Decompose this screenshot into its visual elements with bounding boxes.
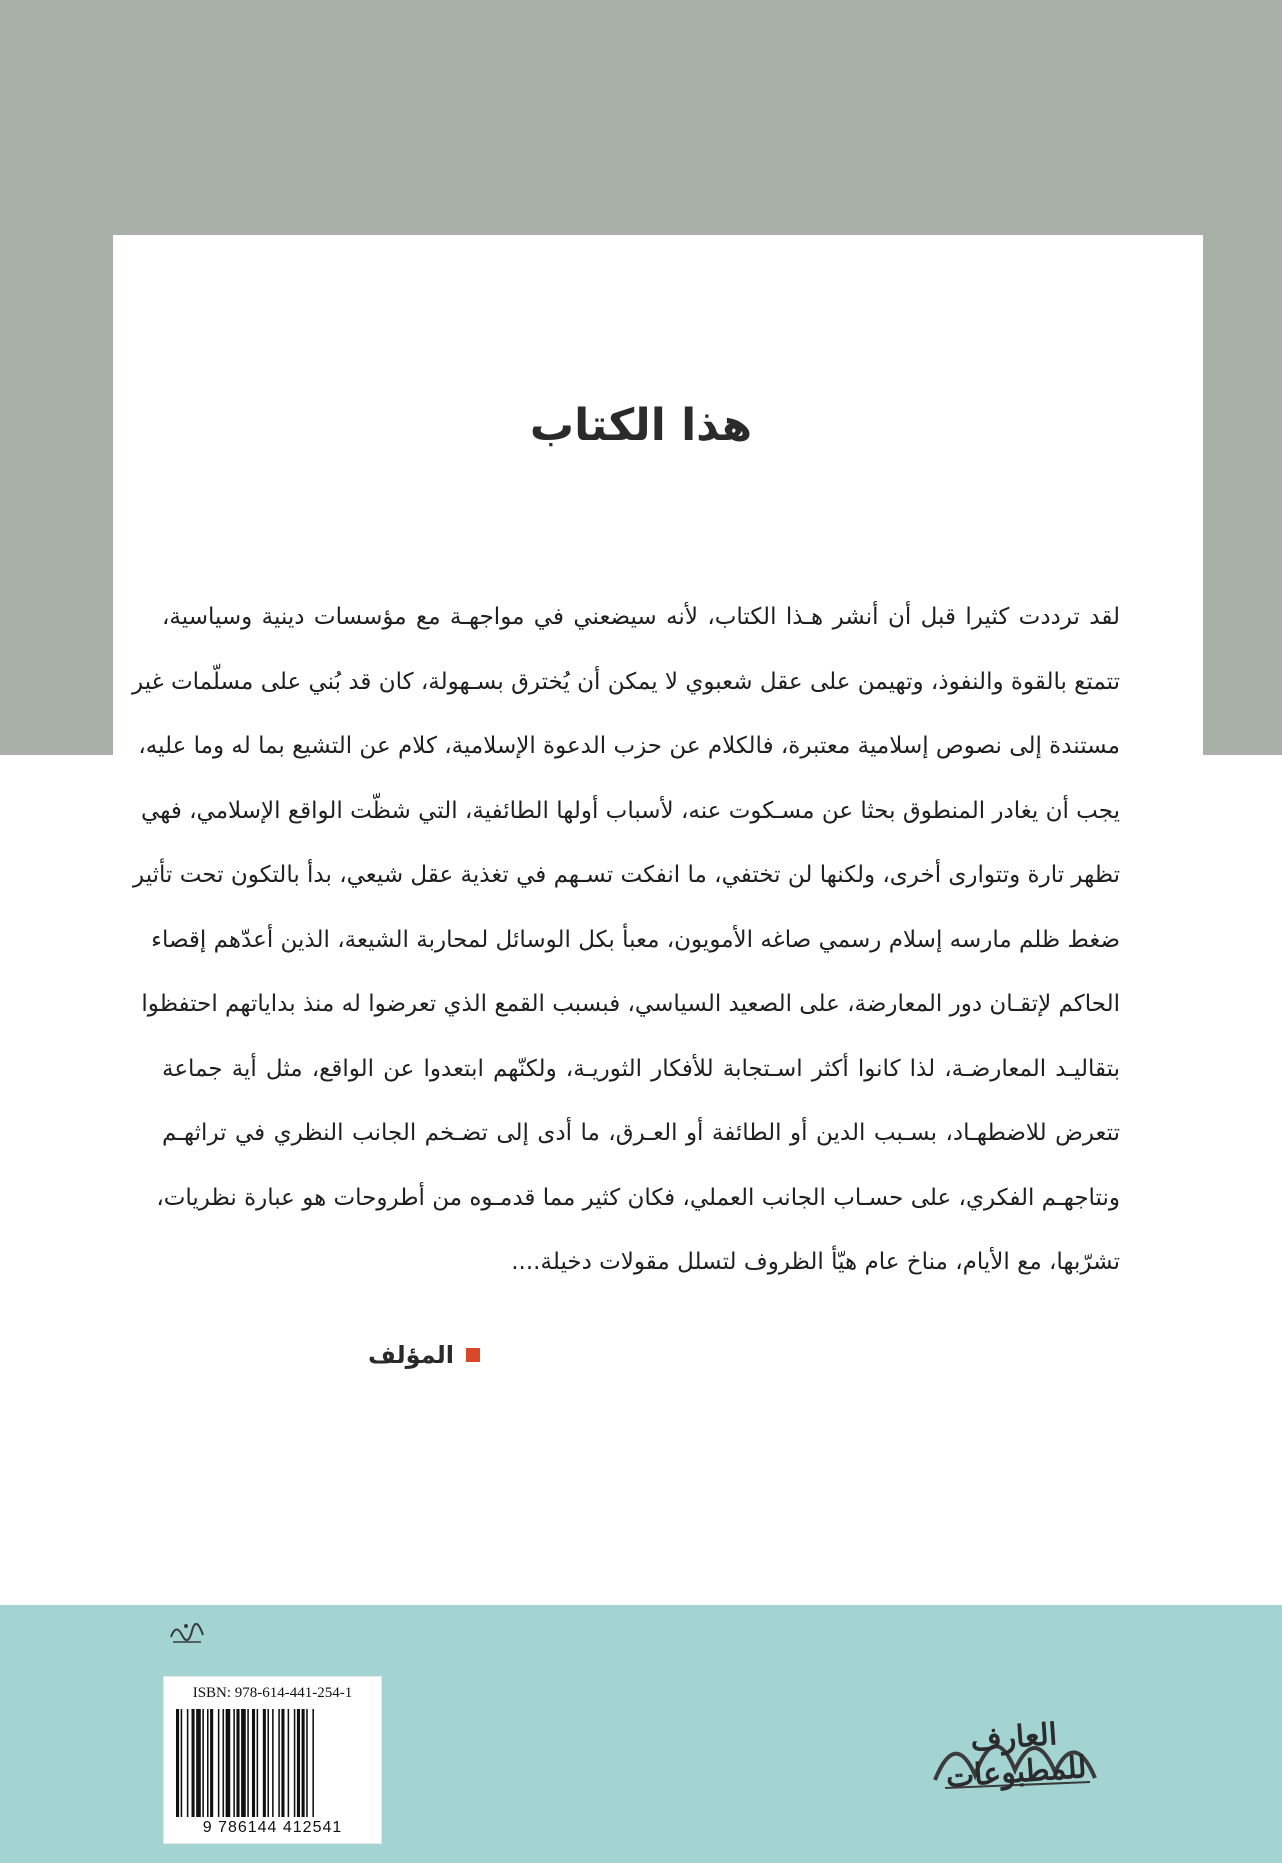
body-line: الحاكم لإتقـان دور المعارضة، على الصعيد السياسي، فبسبب القمع الذي تعرضوا له منذ بداياتهم احتفظوا [141, 991, 1120, 1017]
body-line: تظهر تارة وتتوارى أخرى، ولكنها لن تختفي، ما انفكت تسـهم في تغذية عقل شيعي، بدأ بالتكون تحت تأثير [133, 862, 1120, 888]
barcode-bar [207, 1709, 209, 1817]
barcode-number: 9 786144 412541 [202, 1819, 343, 1836]
barcode-bar [241, 1709, 246, 1817]
barcode-bar [294, 1709, 296, 1817]
barcode-bar [297, 1709, 300, 1817]
barcode-bar [218, 1709, 220, 1817]
body-line: بتقاليـد المعارضـة، لذا كانوا أكثر اسـتجابة للأفكار الثوريـة، ولكنّهم ابتعدوا عن الواقع، مثل أية جماعة [162, 1055, 1120, 1082]
barcode-bar [196, 1709, 201, 1817]
barcode-bar [233, 1709, 235, 1817]
barcode-bar [288, 1709, 290, 1817]
barcode-bar [272, 1709, 274, 1817]
barcode-bar [202, 1709, 204, 1817]
body-line: مستندة إلى نصوص إسلامية معتبرة، فالكلام عن حزب الدعوة الإسلامية، كلام عن التشيع بما له وما عليه، [138, 733, 1120, 759]
body-line: يجب أن يغادر المنطوق بحثا عن مسـكوت عنه، لأسباب أولها الطائفية، التي شظّت الواقع الإسلامي، فهي [141, 797, 1120, 824]
body-text [132, 585, 1120, 1295]
barcode-bar [181, 1709, 183, 1817]
barcode-bar [306, 1709, 308, 1817]
small-seal-logo [168, 1617, 206, 1647]
barcode-bar [281, 1709, 284, 1817]
barcode-bar [210, 1709, 213, 1817]
isbn-text: ISBN: 978-614-441-254-1 [192, 1685, 353, 1701]
barcode-bar [176, 1709, 179, 1817]
barcode-bar [187, 1709, 189, 1817]
body-line: ضغط ظلم مارسه إسلام رسمي صاغه الأمويون، معبأ بكل الوسائل لمحاربة الشيعة، الذين أعدّهم إقصاء [151, 926, 1120, 953]
barcode-bar [278, 1709, 280, 1817]
barcode-bar [252, 1709, 255, 1817]
author-signature [340, 1330, 480, 1380]
barcode-bar [257, 1709, 259, 1817]
body-line: لقد ترددت كثيرا قبل أن أنشر هـذا الكتاب، لأنه سيضعني في مواجهـة مع مؤسسات دينية وسياسية، [162, 604, 1120, 630]
body-line: تتعرض للاضطهـاد، بسـبب الدين أو الطائفة أو العـرق، ما أدى إلى تضـخم الجانب النظري في تراثهـم [162, 1120, 1120, 1146]
barcode-label [163, 1676, 382, 1844]
barcode-bar [312, 1709, 314, 1817]
publisher-logo [915, 1690, 1115, 1810]
barcode-bar [267, 1709, 269, 1817]
barcode-bar [223, 1709, 225, 1817]
body-line: تشرّبها، مع الأيام، مناخ عام هيّأ الظروف لتسلل مقولات دخيلة.... [511, 1249, 1120, 1275]
barcode-bar [247, 1709, 249, 1817]
square-bullet-icon [466, 1348, 480, 1362]
barcode-icon [176, 1709, 368, 1817]
barcode-bar [263, 1709, 266, 1817]
publisher-name: العارف للمطبوعات [944, 1717, 1088, 1795]
barcode-bar [236, 1709, 239, 1817]
barcode-bar [192, 1709, 195, 1817]
barcode-bar [302, 1709, 305, 1817]
barcode-bar [226, 1709, 231, 1817]
body-line: ونتاجهـم الفكري، على حسـاب الجانب العملي، فكان كثير مما قدمـوه من أطروحات هو عبارة نظريات، [156, 1184, 1120, 1211]
author-label: المؤلف [368, 1341, 454, 1369]
page-title: هذا الكتاب [529, 400, 753, 451]
body-line: تتمتع بالقوة والنفوذ، وتهيمن على عقل شعبوي لا يمكن أن يُخترق بسـهولة، كان قد بُني على مسلّمات غير [132, 668, 1120, 695]
